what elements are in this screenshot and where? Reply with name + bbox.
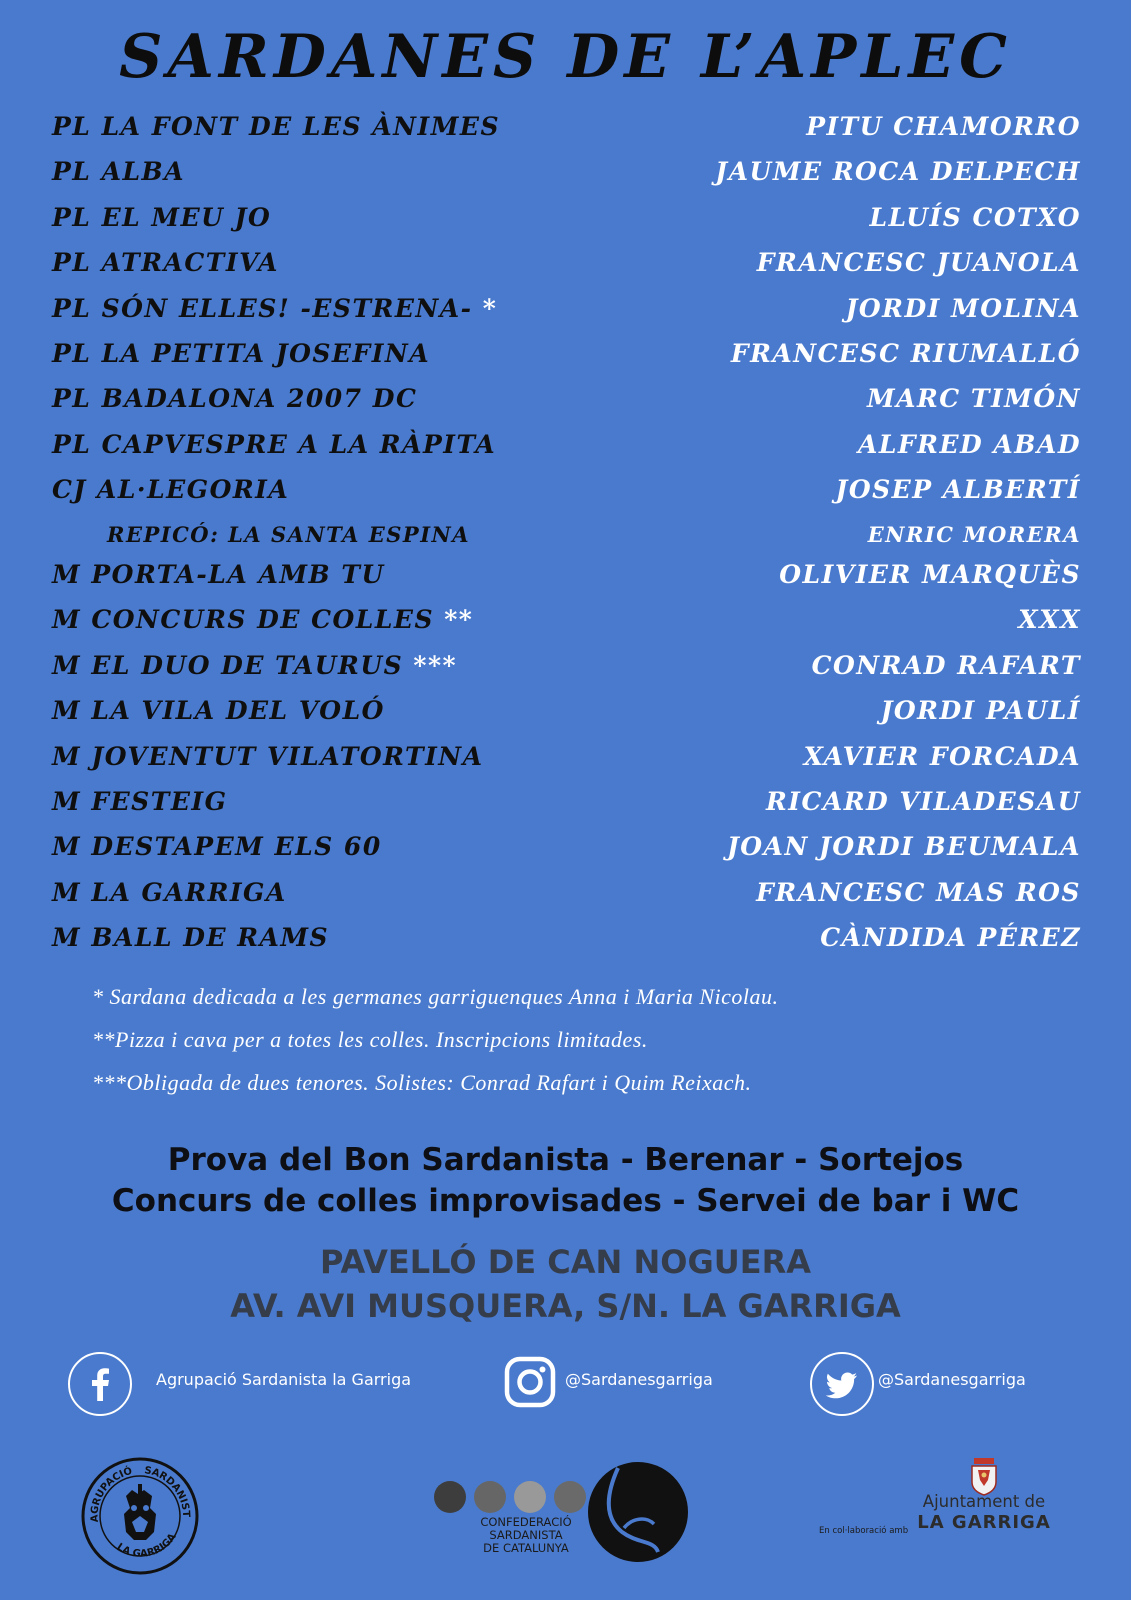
song-title (52, 294, 497, 323)
agrupacio-bottom-text: LA GARRIGA (114, 1531, 179, 1560)
song-title-text: M LA VILA DEL VOLÓ (52, 696, 385, 725)
song-title-text: PL LA FONT DE LES ÀNIMES (52, 112, 500, 141)
footnotes (92, 975, 779, 1104)
features-line-1: Prova del Bon Sardanista - Berenar - Sortejos (167, 1142, 964, 1178)
song-title (52, 651, 457, 680)
program-row (0, 157, 1131, 197)
song-title-text: REPICÓ: LA SANTA ESPINA (107, 522, 471, 547)
song-title-text: PL SÓN ELLES! -ESTRENA- (52, 294, 473, 323)
program-row (0, 522, 1131, 562)
confederacio-text (472, 1516, 580, 1555)
confederacio-logo (432, 1460, 702, 1580)
ajuntament-name: Ajuntament de (922, 1492, 1046, 1511)
program-row (0, 475, 1131, 515)
program-row (0, 878, 1131, 918)
ajuntament-town: LA GARRIGA (917, 1512, 1051, 1533)
composer-name: JOAN JORDI BEUMALA (726, 832, 1081, 861)
song-title (52, 475, 289, 504)
program-row (0, 651, 1131, 691)
composer-name: LLUÍS COTXO (869, 203, 1081, 232)
song-title-text: M BALL DE RAMS (52, 923, 330, 952)
song-title (52, 430, 496, 459)
song-title (52, 112, 500, 141)
composer-name: ALFRED ABAD (857, 430, 1081, 459)
song-title-text: CJ AL·LEGORIA (52, 475, 290, 504)
song-title (52, 248, 279, 277)
footnote-2: **Pizza i cava per a totes les colles. Inscripcions limitades. (92, 1027, 648, 1052)
composer-name: ENRIC MORERA (867, 522, 1081, 547)
composer-name: FRANCESC JUANOLA (756, 248, 1081, 277)
song-title-text: M PORTA-LA AMB TU (52, 560, 385, 589)
song-title (52, 157, 185, 186)
footnote-mark: ** (444, 605, 474, 634)
program-row (0, 112, 1131, 152)
song-title (52, 742, 484, 771)
confederacio-line-3: DE CATALUNYA (483, 1541, 569, 1555)
confederacio-line-2: SARDANISTA (489, 1528, 563, 1542)
ajuntament-collab: En col·laboració amb (819, 1526, 909, 1536)
agrupacio-logo (80, 1456, 200, 1580)
song-title-text: M FESTEIG (52, 787, 228, 816)
instagram-icon[interactable] (504, 1356, 556, 1408)
venue-name: PAVELLÓ DE CAN NOGUERA (320, 1243, 811, 1281)
features-line-2: Concurs de colles improvisades - Servei de bar i WC (111, 1183, 1020, 1219)
features (0, 1140, 1131, 1222)
composer-name: FRANCESC RIUMALLÓ (730, 339, 1081, 368)
program-row (0, 605, 1131, 645)
venue (0, 1240, 1131, 1328)
song-title-text: M JOVENTUT VILATORTINA (52, 742, 484, 771)
program-row (0, 430, 1131, 470)
footnote-3: ***Obligada de dues tenores. Solistes: Conrad Rafart i Quim Reixach. (92, 1070, 752, 1095)
program-row (0, 384, 1131, 424)
song-title-text: PL LA PETITA JOSEFINA (52, 339, 431, 368)
song-title (52, 605, 473, 634)
program-row (0, 560, 1131, 600)
facebook-link[interactable] (68, 1352, 488, 1416)
song-title (52, 384, 417, 413)
composer-name: JORDI MOLINA (845, 294, 1081, 323)
song-title (107, 522, 470, 547)
program-row (0, 832, 1131, 872)
venue-address: AV. AVI MUSQUERA, S/N. LA GARRIGA (230, 1287, 901, 1325)
facebook-handle: Agrupació Sardanista la Garriga (156, 1370, 412, 1389)
song-title-text: M EL DUO DE TAURUS (52, 651, 404, 680)
program-row (0, 742, 1131, 782)
program-row (0, 339, 1131, 379)
footnote-1: * Sardana dedicada a les germanes garriguenques Anna i Maria Nicolau. (92, 984, 779, 1009)
footnote-mark: *** (413, 651, 458, 680)
twitter-link[interactable] (810, 1352, 1070, 1416)
composer-name: RICARD VILADESAU (766, 787, 1081, 816)
song-title-text: PL ALBA (52, 157, 186, 186)
footnote-mark: * (482, 294, 498, 323)
song-title-text: M DESTAPEM ELS 60 (52, 832, 382, 861)
song-title-text: PL CAPVESPRE A LA RÀPITA (52, 430, 497, 459)
song-title (52, 339, 430, 368)
song-title-text: M LA GARRIGA (52, 878, 287, 907)
composer-name: XXX (1018, 605, 1081, 634)
song-title (52, 696, 385, 725)
song-title-text: PL BADALONA 2007 DC (52, 384, 418, 413)
composer-name: CONRAD RAFART (811, 651, 1081, 680)
facebook-icon[interactable] (68, 1352, 132, 1416)
song-title (52, 923, 329, 952)
twitter-icon[interactable] (810, 1352, 874, 1416)
page-title: SARDANES DE L’APLEC (119, 22, 1012, 92)
composer-name: XAVIER FORCADA (803, 742, 1081, 771)
song-title-text: M CONCURS DE COLLES (52, 605, 435, 634)
ajuntament-logo (815, 1462, 1055, 1582)
song-title (52, 560, 385, 589)
composer-name: JORDI PAULÍ (880, 696, 1081, 725)
program-row (0, 696, 1131, 736)
song-title (52, 832, 382, 861)
program-row (0, 294, 1131, 334)
program-row (0, 787, 1131, 827)
twitter-handle: @Sardanesgarriga (878, 1370, 1026, 1389)
coat-of-arms-icon (964, 1456, 1004, 1496)
song-title (52, 787, 227, 816)
program-row (0, 248, 1131, 288)
composer-name: FRANCESC MAS ROS (756, 878, 1081, 907)
agrupacio-top-text: AGRUPACIÓ (89, 1465, 134, 1523)
program-row (0, 203, 1131, 243)
composer-name: OLIVIER MARQUÈS (779, 560, 1081, 589)
song-title (52, 878, 287, 907)
composer-name: JOSEP ALBERTÍ (835, 475, 1081, 504)
song-title-text: PL ATRACTIVA (52, 248, 279, 277)
composer-name: JAUME ROCA DELPECH (715, 157, 1081, 186)
program-row (0, 923, 1131, 963)
agrupacio-right-text: SARDANIST (143, 1465, 192, 1517)
instagram-handle: @Sardanesgarriga (565, 1370, 713, 1389)
composer-name: PITU CHAMORRO (806, 112, 1081, 141)
song-title (52, 203, 271, 232)
composer-name: MARC TIMÓN (866, 384, 1081, 413)
song-title-text: PL EL MEU JO (52, 203, 272, 232)
confederacio-line-1: CONFEDERACIÓ (480, 1515, 572, 1529)
composer-name: CÀNDIDA PÉREZ (820, 923, 1081, 952)
instagram-link[interactable] (504, 1352, 764, 1416)
